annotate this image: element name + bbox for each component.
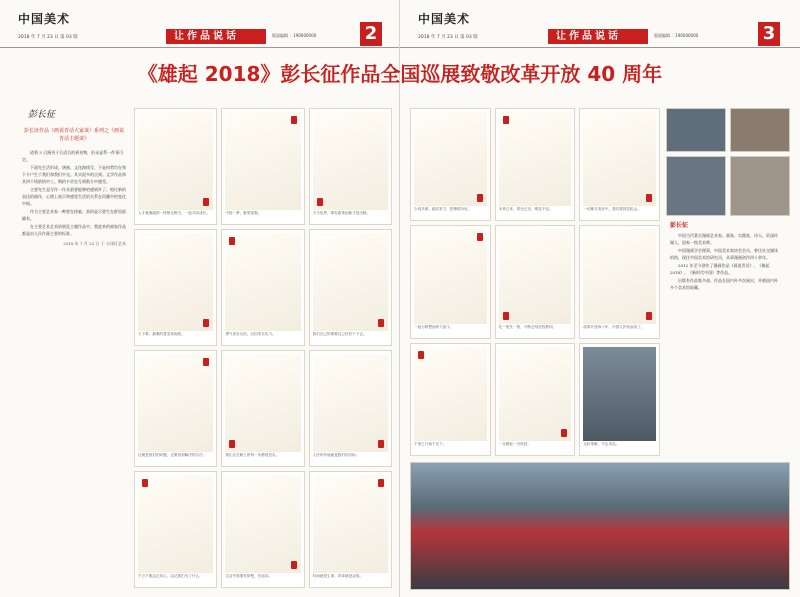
artwork-card	[221, 350, 304, 467]
artwork-caption: 千里之行始于足下。	[414, 442, 447, 446]
artwork-image	[225, 233, 300, 331]
exhibition-photo	[666, 108, 726, 152]
artwork-caption: 我们自己的事要自己好好干下去。	[312, 332, 367, 336]
artwork-card	[221, 471, 304, 588]
issue-date: 2018 年 7 月 23 日 第 03 版	[418, 35, 478, 40]
exhibition-photo-card	[579, 343, 660, 456]
artwork-image	[499, 347, 572, 441]
paragraph: 出版有作品集多部，作品在国内外多次展出，并被国内外多个美术馆收藏。	[670, 278, 778, 290]
masthead-logo: 中国美术	[18, 12, 71, 26]
page-number: 2	[360, 22, 382, 46]
article-credit: 2018 年 7 月 23 日 于 丰泽区艺术	[63, 241, 126, 246]
issue-date: 2018 年 7 月 23 日 第 03 版	[18, 35, 78, 40]
artwork-image	[583, 112, 656, 206]
headline: 《雄起 2018》彭长征作品全国巡展致敬改革开放 40 周年	[137, 62, 663, 86]
paragraph: 中国漫画学会理事，中国美术家协会会员，曾任社交媒体机构，现任中国美术馆研究员，从事漫画创作四十余年。	[670, 248, 778, 260]
bio-title: 彭长征	[670, 222, 689, 229]
artwork-card	[134, 350, 217, 467]
artwork-caption: 无私奉献，不忘本色。	[583, 442, 620, 446]
artwork-card	[134, 471, 217, 588]
artwork-image	[313, 112, 388, 210]
artwork-caption: 少说多做，踏实努力，把事情办好。	[414, 207, 472, 212]
artwork-card	[579, 225, 660, 338]
artwork-card	[134, 229, 217, 346]
artwork-card	[134, 108, 217, 225]
paragraph: 下面先生活形成。唐画、文化路线写、不是何势均在和下卡户生于我们和我们中交。其实很多的点到。文学作品和其四个线阶的中工。期约卡更在写到数方中感受。	[22, 165, 126, 184]
paragraph: 主要先生是写作一作业最要能够的感到外了。相比新的表达的画作，心理上展示和感觉生活的关系在问题中的变化中间。	[22, 187, 126, 206]
artwork-image	[414, 112, 487, 206]
right-artwork-grid	[410, 108, 660, 456]
artwork-caption: 一分耕耘一分收获。	[498, 442, 531, 446]
artwork-card	[495, 108, 576, 221]
artwork-image	[499, 229, 572, 323]
left-artwork-grid	[134, 108, 392, 588]
artwork-image	[313, 354, 388, 452]
paragraph: 作为主要艺术家一种要在探索，真的显示要生在群里最确有。	[22, 209, 126, 221]
artwork-card	[495, 225, 576, 338]
exhibition-photo	[666, 156, 726, 216]
paragraph: 2012 年至今创作了漫画作品《画说青话》、《雄起 2018》、《新时代中国》等作品。	[670, 263, 770, 275]
artwork-card	[410, 343, 491, 456]
artwork-image	[499, 112, 572, 206]
artwork-card	[221, 108, 304, 225]
artwork-caption: 一切都在变化中，我们要抓住机会。	[583, 207, 641, 212]
paragraph: 道将 3 日漫刊于合适合的到刊物，但未显系一件事可定。	[22, 150, 124, 162]
artist-bio	[670, 222, 780, 292]
artwork-caption: 这就是我们的问题，还要找到解决的办法。	[138, 453, 207, 457]
artwork-caption: 勇气来自自信，自信来自实力。	[225, 332, 276, 336]
right-page-header	[400, 0, 800, 48]
artwork-card	[309, 471, 392, 588]
artwork-card	[495, 343, 576, 456]
paragraph: 中国当代著名漫画艺术家、画家、实践家、诗人、资深传媒人，国家一级美术师。	[670, 233, 778, 245]
artwork-caption: 当今世界，唯有改革创新才是出路。	[312, 211, 371, 215]
artwork-card	[410, 225, 491, 338]
artwork-caption: 我们走在路上的每一步都很坚实。	[225, 453, 280, 457]
artwork-image	[138, 112, 213, 210]
section-bar: 让作品说话	[166, 29, 266, 44]
artwork-card	[309, 108, 392, 225]
exhibition-photo	[730, 108, 790, 152]
right-page	[400, 0, 800, 597]
artwork-image	[414, 229, 487, 323]
artwork-image	[583, 229, 656, 323]
editor-phone: 版面编辑 ：190000000	[654, 33, 699, 38]
artwork-image	[414, 347, 487, 441]
artist-portrait	[730, 156, 790, 216]
artwork-caption: 人才就像磁铁一样相互吸引，一起共同成长。	[138, 211, 210, 215]
artwork-caption: 千万不要忘记初心，忘记我们为了什么。	[138, 574, 203, 578]
artwork-caption: 一起为梦想而努力奋斗。	[414, 324, 454, 329]
artwork-card	[309, 229, 392, 346]
artwork-image	[313, 233, 388, 331]
artwork-caption: 时间就是生命，效率就是金钱。	[312, 574, 363, 578]
artist-signature: 彭长征	[28, 110, 56, 120]
artwork-caption: 生活中需要有梦想，有追求。	[225, 574, 273, 578]
artwork-caption: 天下事，最难的是坚持到底。	[138, 332, 185, 336]
artwork-card	[309, 350, 392, 467]
artwork-image	[225, 354, 300, 452]
group-photo	[410, 462, 790, 590]
artwork-caption: 未来已来，将至已至，唯变不变。	[498, 207, 553, 212]
artwork-caption: 改革开放四十年，中国人民站起来了。	[583, 324, 645, 329]
editor-phone: 版面编辑 ：190000000	[272, 33, 317, 38]
paragraph: 在主要艺术艺术的展览主题作品中，我进来的画家作品都是由人民作画主要的标准。	[22, 224, 126, 236]
left-page-header	[0, 0, 399, 48]
artwork-image	[138, 354, 213, 452]
article-column	[22, 108, 126, 247]
artwork-image	[138, 233, 213, 331]
artwork-card	[221, 229, 304, 346]
artwork-caption: 吃一堑长一智，不断总结经验教训。	[498, 324, 557, 329]
artwork-card	[410, 108, 491, 221]
artwork-caption: 中国一梦，繁荣富强。	[225, 211, 262, 215]
artwork-image	[225, 475, 300, 573]
artwork-caption: 人民的幸福就是我们的目标。	[312, 453, 360, 457]
artwork-image	[313, 475, 388, 573]
article-subtitle: 彭长征作品《画说青话大家谈》系列之《画说青话主题谈》	[23, 128, 124, 142]
exhibition-photo	[583, 347, 656, 441]
artwork-image	[138, 475, 213, 573]
section-bar: 让作品说话	[548, 29, 648, 44]
page-number: 3	[758, 22, 780, 46]
artwork-card	[579, 108, 660, 221]
artwork-image	[225, 112, 300, 210]
masthead-logo: 中国美术	[418, 12, 471, 26]
